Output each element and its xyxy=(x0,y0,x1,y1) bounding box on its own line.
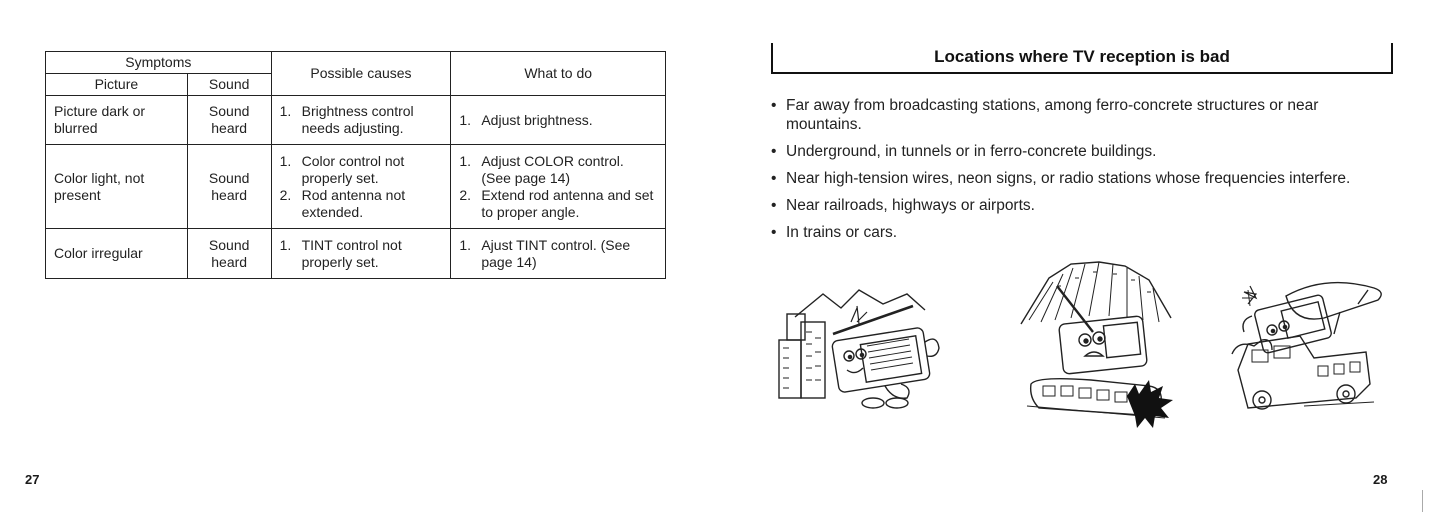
picture-symptom: Color light, not present xyxy=(46,145,188,229)
picture-symptom: Color irregular xyxy=(46,229,188,279)
cause-item: 1. Color control not properly set. xyxy=(279,152,405,186)
table-row xyxy=(46,145,666,229)
table-row xyxy=(46,96,666,145)
symptoms-header: Symptoms xyxy=(46,52,272,74)
page-number-right: 28 xyxy=(1373,472,1388,487)
what-to-do-header: What to do xyxy=(451,52,666,96)
possible-causes-header: Possible causes xyxy=(271,52,451,96)
list-item: • Underground, in tunnels or in ferro-concrete buildings. xyxy=(771,142,1396,161)
todo-item: 2. Extend rod antenna and set to proper angle. xyxy=(459,186,654,220)
list-item: • Far away from broadcasting stations, among ferro-concrete structures or near mountains. xyxy=(771,96,1396,134)
tv-underground-illustration xyxy=(1015,258,1180,428)
picture-header: Picture xyxy=(46,74,188,96)
causes-cell xyxy=(271,229,451,279)
todo-item: 1. Adjust COLOR control. (See page 14) xyxy=(459,152,624,186)
todo-cell xyxy=(451,96,666,145)
todo-item: 1. Adjust brightness. xyxy=(459,111,593,128)
causes-cell xyxy=(271,145,451,229)
cause-item: 2. Rod antenna not extended. xyxy=(279,186,406,220)
todo-cell xyxy=(451,145,666,229)
tv-buildings-illustration xyxy=(775,282,950,412)
section-title: Locations where TV reception is bad xyxy=(771,43,1393,74)
page-number-left: 27 xyxy=(25,472,40,487)
sound-symptom: Sound heard xyxy=(187,96,271,145)
picture-symptom: Picture dark or blurred xyxy=(46,96,188,145)
table-row xyxy=(46,229,666,279)
scan-mark xyxy=(1422,490,1423,512)
list-item: • Near high-tension wires, neon signs, or radio stations whose frequencies interfere. xyxy=(771,169,1396,188)
list-item: • In trains or cars. xyxy=(771,223,1396,242)
list-item: • Near railroads, highways or airports. xyxy=(771,196,1396,215)
todo-cell xyxy=(451,229,666,279)
sound-symptom: Sound heard xyxy=(187,145,271,229)
causes-cell xyxy=(271,96,451,145)
locations-list xyxy=(771,96,1396,250)
troubleshooting-table xyxy=(45,51,666,279)
cause-item: 1. Brightness control needs adjusting. xyxy=(279,103,414,136)
sound-header: Sound xyxy=(187,74,271,96)
cause-item: 1. TINT control not properly set. xyxy=(279,236,402,270)
todo-item: 1. Ajust TINT control. (See page 14) xyxy=(459,236,631,270)
sound-symptom: Sound heard xyxy=(187,229,271,279)
tv-traffic-illustration xyxy=(1222,276,1387,416)
